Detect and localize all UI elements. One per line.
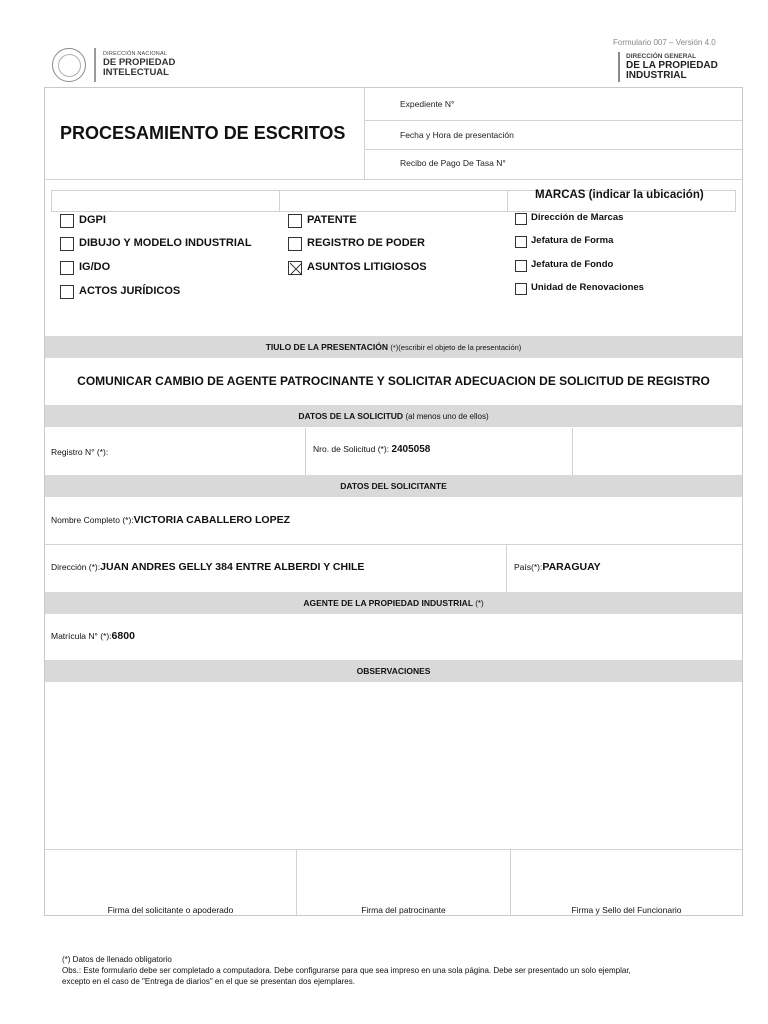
- form-version: Formulario 007 – Versión 4.0: [613, 38, 716, 47]
- signature-solicitante: Firma del solicitante o apoderado: [107, 905, 234, 915]
- checkbox-jefatura-forma[interactable]: [515, 236, 527, 248]
- checkbox-label-unidad-renovaciones: Unidad de Renovaciones: [531, 282, 644, 293]
- checkbox-label-direccion-marcas: Dirección de Marcas: [531, 212, 624, 223]
- checkbox-dgpi[interactable]: [60, 214, 74, 228]
- checkbox-label-asuntos-litigiosos: ASUNTOS LITIGIOSOS: [307, 261, 427, 273]
- logo-left-line2: DE PROPIEDAD: [103, 56, 176, 68]
- section-agente-label: AGENTE DE LA PROPIEDAD INDUSTRIAL: [303, 598, 473, 608]
- checkbox-label-jefatura-forma: Jefatura de Forma: [531, 235, 614, 246]
- expediente-field[interactable]: Expediente N°: [400, 99, 455, 109]
- checkbox-ig-do[interactable]: [60, 261, 74, 275]
- footnote-line3: excepto en el caso de "Entrega de diarios" en el que se presentan dos ejemplares.: [62, 977, 355, 986]
- checkbox-label-ig-do: IG/DO: [79, 261, 111, 273]
- checkbox-registro-poder[interactable]: [288, 237, 302, 251]
- logo-right-line3: INDUSTRIAL: [626, 70, 687, 82]
- fecha-hora-field[interactable]: Fecha y Hora de presentación: [400, 130, 514, 140]
- checkbox-label-dgpi: DGPI: [79, 214, 106, 226]
- matricula-field[interactable]: [51, 630, 135, 642]
- area-box-1: [51, 190, 280, 212]
- observaciones-area[interactable]: [45, 683, 742, 849]
- national-seal-icon: [52, 48, 86, 82]
- logo-right-line2: DE LA PROPIEDAD: [626, 59, 718, 71]
- checkbox-dibujo-modelo[interactable]: [60, 237, 74, 251]
- section-solicitud-note: (al menos uno de ellos): [405, 412, 489, 421]
- presentation-subject[interactable]: COMUNICAR CAMBIO DE AGENTE PATROCINANTE Y SOLICITAR ADECUACION DE SOLICITUD DE REGISTRO: [77, 374, 710, 388]
- checkbox-direccion-marcas[interactable]: [515, 213, 527, 225]
- checkbox-asuntos-litigiosos[interactable]: [288, 261, 302, 275]
- section-agente: [45, 592, 742, 614]
- footnote-line2: Obs.: Este formulario debe ser completado a computadora. Debe configurarse para que sea impreso en una sola página. Debe ser presentado un solo ejemplar,: [62, 966, 631, 975]
- section-solicitud-label: DATOS DE LA SOLICITUD: [298, 411, 404, 421]
- checkmark-x-icon: [289, 262, 303, 276]
- checkbox-label-registro-poder: REGISTRO DE PODER: [307, 237, 425, 249]
- direccion-label: Dirección (*):: [51, 562, 101, 572]
- checkbox-actos-juridicos[interactable]: [60, 285, 74, 299]
- recibo-pago-field[interactable]: Recibo de Pago De Tasa N°: [400, 158, 506, 168]
- footnote-line1: (*) Datos de llenado obligatorio: [62, 955, 172, 964]
- matricula-label: Matrícula N° (*):: [51, 631, 112, 641]
- registro-label: Registro N° (*):: [51, 447, 109, 457]
- pais-value: PARAGUAY: [542, 561, 601, 573]
- checkbox-jefatura-fondo[interactable]: [515, 260, 527, 272]
- section-observaciones: OBSERVACIONES: [45, 660, 742, 682]
- nro-solicitud-label: Nro. de Solicitud (*):: [313, 444, 390, 454]
- logo-left-line3: INTELECTUAL: [103, 66, 169, 78]
- area-box-2: [279, 190, 508, 212]
- signature-funcionario: Firma y Sello del Funcionario: [571, 905, 682, 915]
- section-datos-solicitud: [45, 405, 742, 427]
- logo-right-line1: DIRECCIÓN GENERAL: [626, 53, 697, 60]
- registro-field[interactable]: [51, 446, 108, 458]
- pais-field[interactable]: [514, 561, 601, 573]
- nro-solicitud-field[interactable]: [313, 444, 430, 455]
- marcas-title: MARCAS (indicar la ubicación): [535, 189, 704, 201]
- dgpi-logo: [618, 52, 743, 84]
- matricula-value: 6800: [111, 630, 135, 642]
- direccion-field[interactable]: [51, 561, 364, 573]
- section-titulo-label: TIULO DE LA PRESENTACIÓN: [265, 342, 389, 352]
- checkbox-label-patente: PATENTE: [307, 214, 357, 226]
- checkbox-unidad-renovaciones[interactable]: [515, 283, 527, 295]
- page-title: PROCESAMIENTO DE ESCRITOS: [60, 123, 346, 143]
- pais-label: País(*):: [514, 562, 543, 572]
- section-agente-note: (*): [475, 599, 484, 608]
- nombre-field[interactable]: [51, 514, 290, 526]
- nombre-label: Nombre Completo (*):: [51, 515, 134, 525]
- section-titulo-presentacion: [45, 336, 742, 358]
- nro-solicitud-value: 2405058: [391, 444, 431, 455]
- checkbox-label-actos-juridicos: ACTOS JURÍDICOS: [79, 285, 181, 297]
- dinapi-logo: [52, 48, 197, 84]
- nombre-value: VICTORIA CABALLERO LOPEZ: [133, 514, 291, 526]
- signature-patrocinante: Firma del patrocinante: [361, 905, 446, 915]
- direccion-value: JUAN ANDRES GELLY 384 ENTRE ALBERDI Y CHILE: [100, 561, 365, 573]
- checkbox-patente[interactable]: [288, 214, 302, 228]
- logo-left-line1: DIRECCIÓN NACIONAL: [103, 51, 168, 57]
- checkbox-label-dibujo-modelo: DIBUJO Y MODELO INDUSTRIAL: [79, 237, 252, 249]
- checkbox-label-jefatura-fondo: Jefatura de Fondo: [531, 259, 614, 270]
- section-datos-solicitante: DATOS DEL SOLICITANTE: [45, 475, 742, 497]
- section-titulo-note: (*)(escribir el objeto de la presentación): [390, 343, 522, 352]
